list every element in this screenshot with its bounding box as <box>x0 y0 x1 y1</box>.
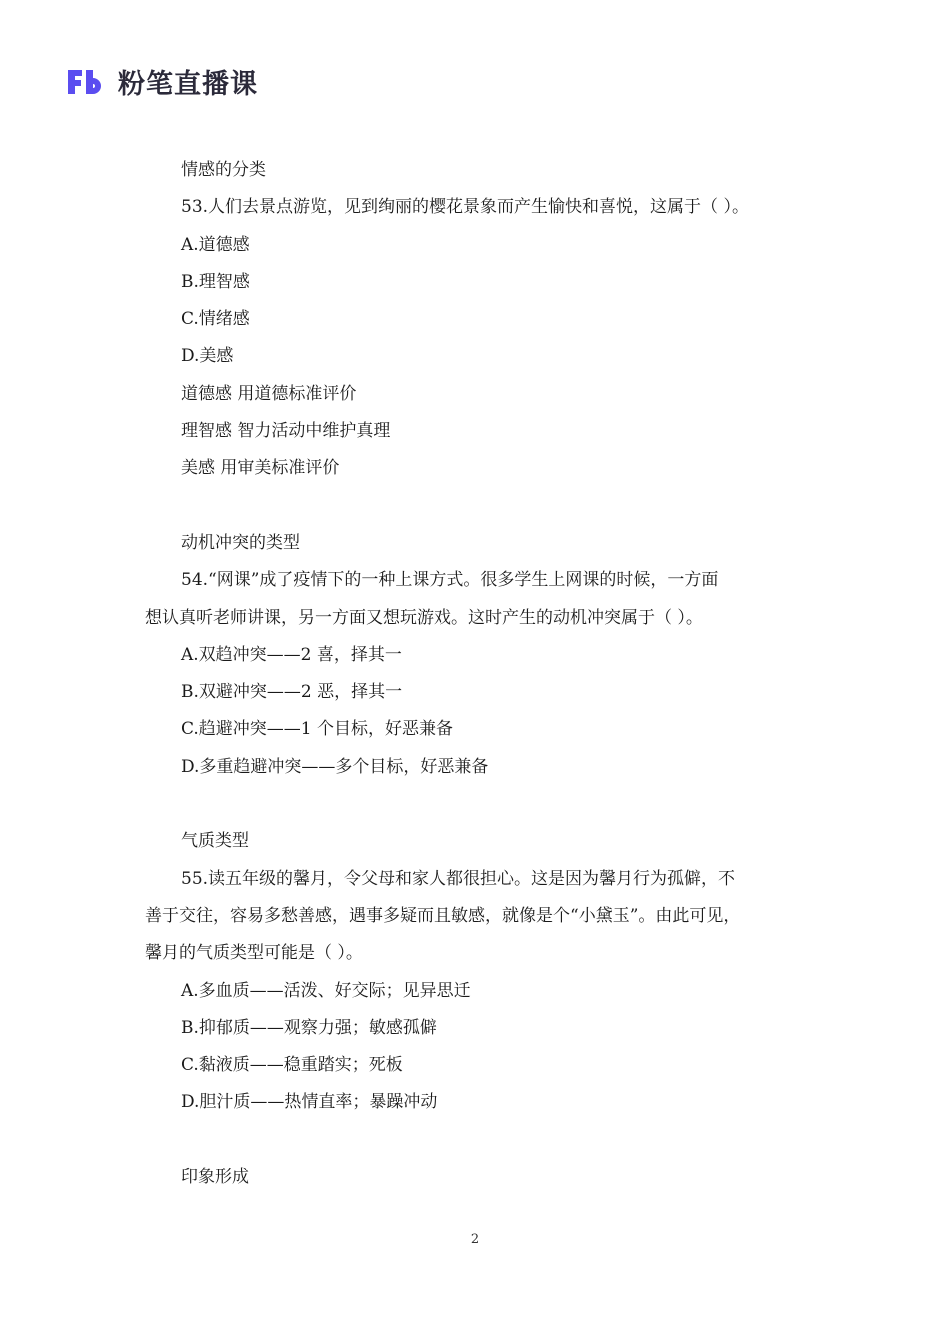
option-c: C.情绪感 <box>181 309 250 330</box>
note-line: 理智感 智力活动中维护真理 <box>181 421 391 442</box>
section-title: 印象形成 <box>181 1167 249 1188</box>
option-d: D.多重趋避冲突——多个目标，好恶兼备 <box>181 756 489 777</box>
note-line: 美感 用审美标准评价 <box>181 458 340 479</box>
page-number: 2 <box>470 1232 480 1247</box>
question-text-continued: 想认真听老师讲课，另一方面又想玩游戏。这时产生的动机冲突属于（ ）。 <box>145 607 703 628</box>
option-a: A.双趋冲突——2 喜，择其一 <box>181 644 402 665</box>
option-d: D.美感 <box>181 346 234 367</box>
section-title: 动机冲突的类型 <box>181 532 300 553</box>
question-text-continued: 善于交往，容易多愁善感，遇事多疑而且敏感，就像是个“小黛玉”。由此可见， <box>145 905 741 926</box>
section-title: 情感的分类 <box>181 160 266 180</box>
question-text-continued: 馨月的气质类型可能是（ ）。 <box>145 943 363 964</box>
document-body <box>145 152 815 1196</box>
brand-logo <box>66 62 258 101</box>
section-title: 气质类型 <box>181 831 249 852</box>
logo-text: 粉笔直播课 <box>118 69 258 100</box>
option-b: B.双避冲突——2 恶，择其一 <box>181 682 403 703</box>
option-b: B.理智感 <box>181 271 250 292</box>
option-b: B.抑郁质——观察力强；敏感孤僻 <box>181 1017 437 1038</box>
fb-logo-icon <box>66 66 110 98</box>
question-text: 53.人们去景点游览，见到绚丽的樱花景象而产生愉快和喜悦，这属于（ ）。 <box>181 197 749 218</box>
question-text: 55.读五年级的馨月，令父母和家人都很担心。这是因为馨月行为孤僻，不 <box>181 868 736 889</box>
option-c: C.黏液质——稳重踏实；死板 <box>181 1055 403 1076</box>
option-a: A.多血质——活泼、好交际；见异思迁 <box>181 980 471 1001</box>
option-d: D.胆汁质——热情直率；暴躁冲动 <box>181 1092 438 1113</box>
option-c: C.趋避冲突——1 个目标，好恶兼备 <box>181 719 454 740</box>
question-text: 54.“网课”成了疫情下的一种上课方式。很多学生上网课的时候，一方面 <box>181 570 719 591</box>
option-a: A.道德感 <box>181 234 250 255</box>
note-line: 道德感 用道德标准评价 <box>181 383 357 404</box>
